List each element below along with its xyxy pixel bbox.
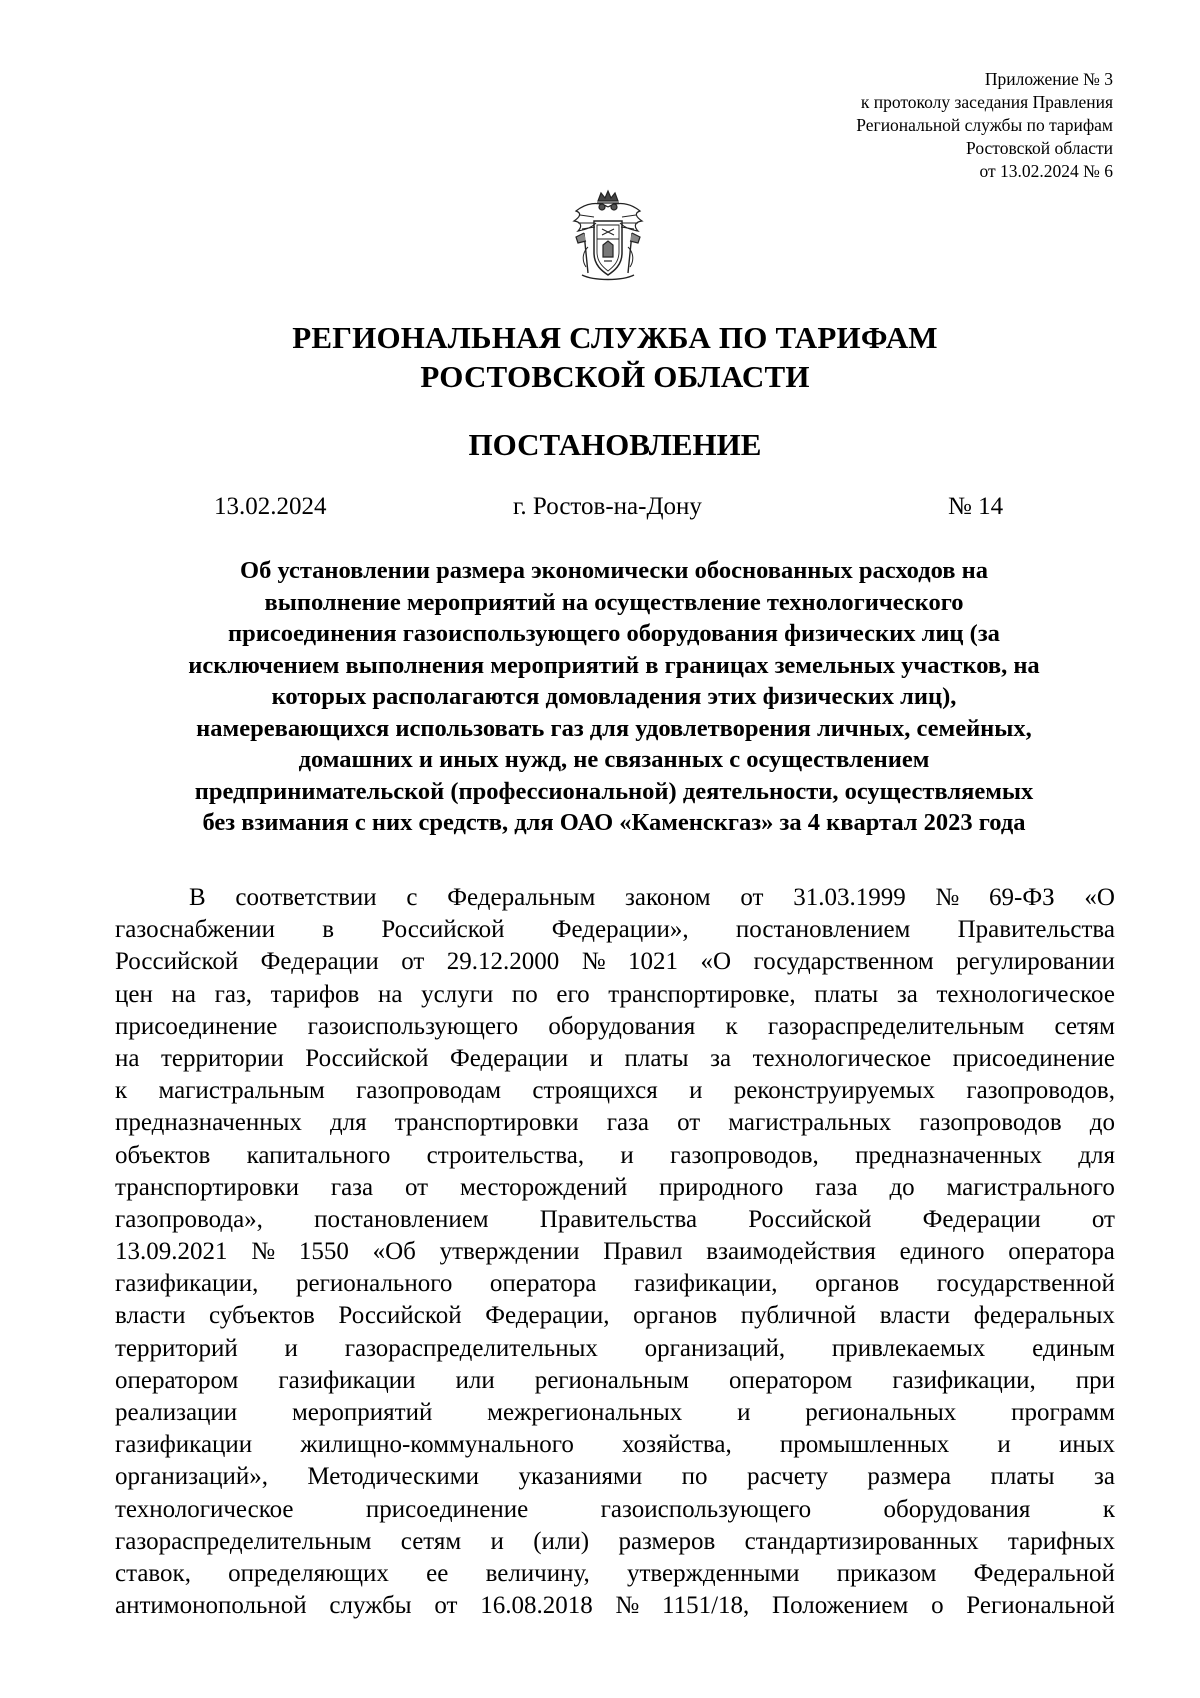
- body-word: месторождений: [459, 1173, 628, 1201]
- body-line: [115, 1526, 1115, 1558]
- body-word: 1021: [628, 948, 679, 976]
- body-word: Правительства: [957, 916, 1115, 944]
- body-word: стандартизированных: [744, 1527, 979, 1555]
- body-word: соответствии: [235, 884, 377, 911]
- body-word: на: [377, 980, 403, 1008]
- subject-line: предпринимательской (профессиональной) деятельности, осуществляемых: [194, 777, 1034, 805]
- body-word: Федерации: [260, 948, 379, 976]
- body-word: газификации,: [115, 1270, 259, 1298]
- body-word: территорий: [115, 1334, 238, 1362]
- body-paragraph: [115, 882, 1115, 1622]
- body-word: государственном: [753, 948, 934, 976]
- body-word: органов: [633, 1302, 718, 1330]
- body-word: присоединение: [952, 1044, 1115, 1072]
- body-word: тарифов: [270, 980, 360, 1008]
- body-word: регионального: [296, 1270, 453, 1298]
- body-line: [115, 1429, 1115, 1461]
- subject-line: присоединения газоиспользующего оборудования физических лиц (за: [228, 620, 1000, 647]
- body-word: капитального: [246, 1141, 391, 1169]
- body-line: [115, 1140, 1115, 1172]
- body-line: [115, 1204, 1115, 1236]
- body-word: Региональной: [966, 1592, 1115, 1620]
- body-word: или: [455, 1366, 495, 1394]
- decree-date: 13.02.2024: [214, 493, 327, 520]
- body-word: строящихся: [532, 1077, 658, 1105]
- body-word: расчету: [747, 1463, 828, 1491]
- body-word: хозяйства,: [622, 1431, 732, 1459]
- body-word: федеральных: [973, 1302, 1115, 1330]
- body-line: [115, 1461, 1115, 1493]
- body-word: на: [115, 1044, 140, 1072]
- body-word: Российской: [305, 1044, 429, 1072]
- decree-subject: [110, 555, 1118, 839]
- body-word: жилищно-коммунального: [300, 1431, 574, 1459]
- body-word: газоиспользующего: [307, 1012, 519, 1040]
- body-line: [115, 1172, 1115, 1204]
- body-word: за: [1093, 1463, 1115, 1491]
- body-word: технологическое: [752, 1044, 932, 1072]
- body-word: и: [997, 1431, 1011, 1459]
- body-word: ставок,: [115, 1559, 191, 1587]
- body-word: газификации,: [634, 1270, 778, 1298]
- body-word: №: [251, 1238, 276, 1266]
- body-line: [115, 1268, 1115, 1300]
- body-line: [115, 1494, 1115, 1526]
- body-word: газа: [330, 1173, 374, 1201]
- body-word: 1550: [298, 1238, 349, 1266]
- body-word: Федерации,: [485, 1302, 610, 1330]
- body-word: по: [681, 1463, 708, 1491]
- document-type: ПОСТАНОВЛЕНИЕ: [468, 427, 762, 462]
- body-word: транспортировке,: [608, 980, 796, 1008]
- body-word: в: [322, 916, 335, 944]
- body-word: постановлением: [314, 1205, 489, 1233]
- body-word: Российской: [748, 1205, 872, 1233]
- body-word: органов: [815, 1270, 900, 1298]
- appendix-note: [856, 68, 1113, 183]
- body-word: предназначенных: [855, 1141, 1042, 1169]
- body-line: [115, 1236, 1115, 1268]
- body-line: [115, 1043, 1115, 1075]
- body-word: присоединение: [365, 1495, 529, 1523]
- body-word: реконструируемых: [733, 1077, 936, 1105]
- body-word: размера: [867, 1463, 952, 1491]
- body-word: о: [931, 1592, 944, 1620]
- body-line: [115, 1365, 1115, 1397]
- body-line: [115, 1075, 1115, 1107]
- body-line: [115, 1107, 1115, 1139]
- body-word: ее: [426, 1559, 449, 1587]
- body-word: и: [284, 1334, 298, 1362]
- body-word: величину,: [485, 1559, 590, 1587]
- body-word: газораспределительным: [767, 1012, 1025, 1040]
- body-word: единого: [899, 1238, 985, 1266]
- subject-line: которых располагаются домовладения этих физических лиц),: [271, 683, 957, 710]
- body-word: до: [889, 1173, 915, 1201]
- body-word: транспортировки: [394, 1109, 579, 1137]
- body-word: транспортировки: [115, 1173, 299, 1201]
- body-word: программ: [1011, 1399, 1115, 1426]
- body-word: региональных: [805, 1399, 957, 1426]
- body-word: его: [556, 980, 590, 1008]
- body-word: за: [710, 1044, 732, 1072]
- body-word: от: [401, 948, 425, 976]
- body-word: 1151/18,: [662, 1592, 750, 1620]
- body-word: к: [115, 1077, 128, 1105]
- body-line: [115, 1300, 1115, 1332]
- body-word: власти: [879, 1302, 951, 1330]
- body-word: «О: [1084, 884, 1115, 911]
- body-word: оператора: [1008, 1238, 1115, 1266]
- body-word: постановлением: [735, 916, 911, 944]
- body-word: услуги: [421, 980, 494, 1008]
- body-word: размеров: [618, 1527, 716, 1555]
- body-word: на: [171, 980, 196, 1008]
- appendix-line: к протоколу заседания Правления: [860, 92, 1113, 112]
- body-word: с: [406, 884, 418, 911]
- body-word: и: [620, 1141, 634, 1169]
- body-word: технологическое: [936, 980, 1115, 1008]
- body-word: до: [1089, 1109, 1115, 1137]
- body-word: оператором: [728, 1366, 853, 1394]
- coat-of-arms-icon: [568, 187, 648, 283]
- body-word: (или): [533, 1527, 590, 1555]
- body-word: для: [329, 1109, 367, 1137]
- body-word: объектов: [115, 1141, 211, 1169]
- body-word: оператором: [115, 1366, 239, 1394]
- body-word: Российской: [115, 948, 239, 976]
- body-word: тарифных: [1007, 1527, 1115, 1555]
- body-word: 69-ФЗ: [989, 884, 1055, 911]
- body-word: 16.08.2018: [480, 1592, 593, 1620]
- body-word: оператора: [489, 1270, 597, 1298]
- body-word: цен: [115, 980, 153, 1008]
- subject-line: намеревающихся использовать газ для удовлетворения личных, семейных,: [196, 714, 1032, 742]
- body-word: газа: [606, 1109, 650, 1137]
- body-word: промышленных: [779, 1431, 950, 1459]
- body-word: региональным: [534, 1366, 689, 1394]
- body-word: территории: [161, 1044, 284, 1072]
- body-word: сетям: [400, 1527, 462, 1555]
- body-word: Методическими: [307, 1463, 479, 1491]
- body-word: №: [935, 884, 960, 911]
- body-word: для: [1078, 1141, 1115, 1169]
- body-word: магистральных: [728, 1109, 892, 1137]
- body-line: [115, 1333, 1115, 1365]
- body-word: субъектов: [209, 1302, 315, 1330]
- body-word: Правил: [603, 1238, 683, 1266]
- appendix-line: Ростовской области: [966, 138, 1113, 158]
- body-word: указаниями: [518, 1463, 643, 1491]
- body-line: [115, 979, 1115, 1011]
- body-word: привлекаемых: [831, 1334, 986, 1362]
- body-line: [115, 1558, 1115, 1590]
- body-word: сетям: [1054, 1012, 1115, 1040]
- body-line: [115, 1011, 1115, 1043]
- body-word: по: [511, 980, 538, 1008]
- body-word: магистральным: [158, 1077, 325, 1105]
- body-word: Российской: [338, 1302, 462, 1330]
- body-word: публичной: [740, 1302, 857, 1330]
- subject-line: выполнение мероприятий на осуществление технологического: [264, 588, 964, 616]
- body-word: утверждении: [439, 1238, 580, 1266]
- body-word: газораспределительных: [344, 1334, 598, 1362]
- body-word: от: [405, 1173, 429, 1201]
- body-word: к: [1102, 1495, 1115, 1523]
- body-word: №: [581, 948, 606, 976]
- body-word: Положением: [772, 1592, 909, 1620]
- body-word: от: [1091, 1205, 1115, 1233]
- body-word: и: [490, 1527, 504, 1555]
- body-word: газоснабжении: [115, 916, 276, 944]
- body-word: газификации: [278, 1366, 416, 1394]
- body-word: от: [677, 1109, 701, 1137]
- body-word: предназначенных: [115, 1109, 302, 1137]
- body-word: платы: [990, 1463, 1055, 1491]
- body-word: 29.12.2000: [446, 948, 560, 976]
- body-word: Федеральным: [447, 884, 596, 911]
- body-word: «О: [700, 948, 732, 976]
- body-word: оборудования: [548, 1012, 696, 1040]
- body-word: платы: [814, 980, 879, 1008]
- body-word: к: [725, 1012, 738, 1040]
- body-word: газоиспользующего: [600, 1495, 812, 1523]
- body-word: оборудования: [883, 1495, 1031, 1523]
- agency-name-line2: РОСТОВСКОЙ ОБЛАСТИ: [420, 359, 810, 394]
- body-word: газа: [815, 1173, 858, 1201]
- body-word: определяющих: [228, 1559, 389, 1587]
- body-word: от: [740, 884, 764, 911]
- body-word: и: [737, 1399, 751, 1426]
- body-word: при: [1075, 1366, 1115, 1394]
- body-word: 13.09.2021: [115, 1238, 228, 1266]
- body-line: [115, 1397, 1115, 1429]
- appendix-line: от 13.02.2024 № 6: [979, 161, 1113, 181]
- body-word: за: [896, 980, 918, 1008]
- body-word: власти: [115, 1302, 186, 1330]
- body-word: и: [689, 1077, 703, 1105]
- body-word: межрегиональных: [487, 1399, 683, 1426]
- body-word: службы: [329, 1592, 412, 1620]
- subject-line: домашних и иных нужд, не связанных с осуществлением: [298, 746, 930, 773]
- agency-name-line1: РЕГИОНАЛЬНАЯ СЛУЖБА ПО ТАРИФАМ: [292, 320, 938, 355]
- subject-line: исключением выполнения мероприятий в границах земельных участков, на: [188, 651, 1040, 679]
- body-line: [115, 914, 1115, 946]
- body-word: регулировании: [956, 948, 1115, 976]
- decree-city: г. Ростов-на-Дону: [513, 493, 702, 520]
- body-word: платы: [624, 1044, 689, 1072]
- body-word: 31.03.1999: [793, 884, 906, 911]
- body-word: газопроводов,: [670, 1141, 819, 1169]
- body-word: газ,: [214, 980, 253, 1008]
- body-word: мероприятий: [291, 1399, 433, 1426]
- body-word: взаимодействия: [706, 1238, 876, 1266]
- body-word: государственной: [936, 1270, 1115, 1298]
- body-word: природного: [659, 1173, 784, 1201]
- body-word: технологическое: [115, 1495, 294, 1523]
- body-word: газопроводов: [919, 1109, 1062, 1137]
- body-word: «Об: [372, 1238, 416, 1266]
- body-word: Федеральной: [973, 1559, 1115, 1587]
- body-line: [115, 946, 1115, 978]
- body-word: и: [589, 1044, 603, 1072]
- body-word: газопровода»,: [115, 1205, 263, 1233]
- subject-line: без взимания с них средств, для ОАО «Каменскгаз» за 4 квартал 2023 года: [202, 809, 1026, 836]
- body-word: газопроводов,: [966, 1077, 1115, 1105]
- body-word: антимонопольной: [115, 1592, 307, 1620]
- body-word: газификации,: [892, 1366, 1036, 1394]
- body-word: строительства,: [426, 1141, 585, 1169]
- body-line: [115, 1590, 1115, 1622]
- body-word: присоединение: [115, 1012, 278, 1040]
- body-word: иных: [1058, 1431, 1115, 1459]
- body-word: Российской: [381, 916, 505, 944]
- subject-line: Об установлении размера экономически обоснованных расходов на: [240, 557, 988, 584]
- body-word: Федерации»,: [551, 916, 689, 944]
- body-word: единым: [1032, 1334, 1115, 1362]
- body-word: организаций,: [644, 1334, 786, 1362]
- appendix-line: Приложение № 3: [984, 69, 1113, 89]
- appendix-line: Региональной службы по тарифам: [856, 115, 1113, 135]
- body-word: магистрального: [946, 1173, 1115, 1201]
- body-word: приказом: [836, 1559, 937, 1587]
- body-word: Федерации: [922, 1205, 1041, 1233]
- body-line: [115, 882, 1115, 914]
- body-word: законом: [625, 884, 711, 911]
- body-word: Правительства: [539, 1205, 698, 1233]
- body-word: В: [189, 884, 206, 911]
- body-word: газораспределительным: [115, 1527, 372, 1555]
- body-word: газификации: [115, 1431, 253, 1459]
- body-word: газопроводам: [356, 1077, 502, 1105]
- body-word: от: [434, 1592, 458, 1620]
- decree-number: № 14: [948, 493, 1004, 520]
- body-word: №: [615, 1592, 640, 1620]
- agency-name: [0, 318, 1200, 396]
- body-word: организаций»,: [115, 1463, 268, 1491]
- body-word: Федерации: [450, 1044, 569, 1072]
- body-word: реализации: [115, 1399, 238, 1426]
- body-word: утвержденными: [626, 1559, 800, 1587]
